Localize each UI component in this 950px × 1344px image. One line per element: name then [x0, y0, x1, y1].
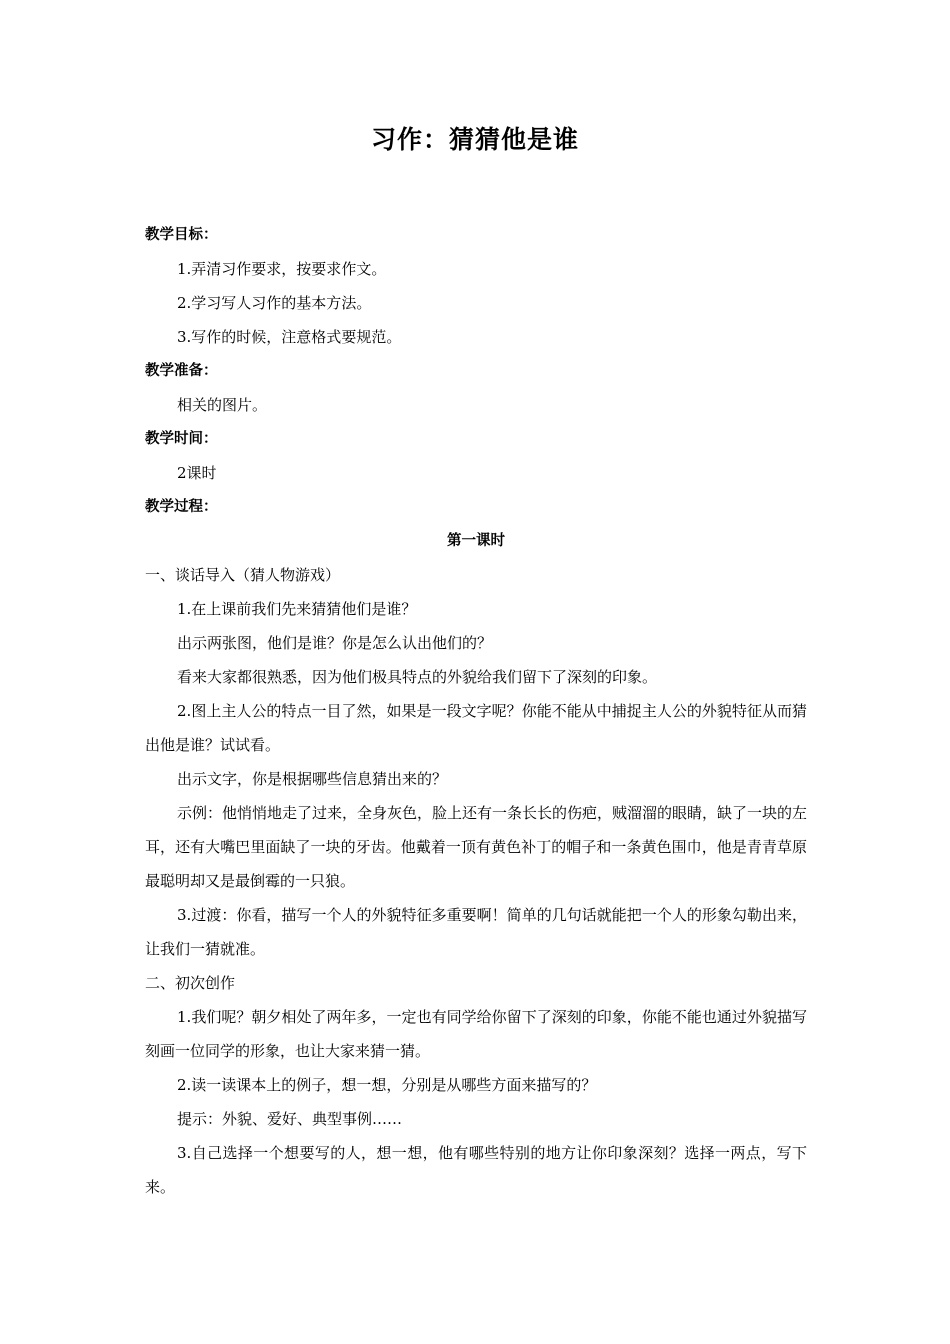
time-heading: 教学时间：	[145, 431, 218, 447]
time-text: 2课时	[177, 464, 217, 482]
paragraph: 3.过渡：你看，描写一个人的外貌特征多重要啊！简单的几句话就能把一个人的形象勾勒出来，让我们一猜就准。	[145, 906, 807, 958]
prep-heading: 教学准备：	[145, 363, 218, 379]
goal-item: 2.学习写人习作的基本方法。	[177, 294, 372, 312]
section-title: 二、初次创作	[145, 974, 236, 992]
paragraph: 2.图上主人公的特点一目了然，如果是一段文字呢？你能不能从中捕捉主人公的外貌特征从而猜出他是谁？试试看。	[145, 702, 807, 754]
paragraph: 看来大家都很熟悉，因为他们极具特点的外貌给我们留下了深刻的印象。	[177, 668, 658, 686]
section-title: 一、谈话导入（猜人物游戏）	[145, 566, 341, 584]
goal-item: 3.写作的时候，注意格式要规范。	[177, 328, 402, 346]
paragraph: 出示两张图，他们是谁？你是怎么认出他们的？	[177, 634, 493, 652]
paragraph: 2.读一读课本上的例子，想一想，分别是从哪些方面来描写的？	[177, 1076, 597, 1094]
document-body	[145, 218, 807, 1204]
document-title: 习作：猜猜他是谁	[370, 125, 579, 154]
paragraph: 3.自己选择一个想要写的人，想一想，他有哪些特别的地方让你印象深刻？选择一两点，写下来。	[145, 1144, 807, 1196]
paragraph: 提示：外貌、爱好、典型事例……	[177, 1110, 403, 1128]
lesson-title: 第一课时	[447, 533, 505, 549]
process-heading: 教学过程：	[145, 499, 218, 515]
paragraph: 1.在上课前我们先来猜猜他们是谁？	[177, 600, 417, 618]
paragraph: 1.我们呢？朝夕相处了两年多，一定也有同学给你留下了深刻的印象，你能不能也通过外貌描写刻画一位同学的形象，也让大家来猜一猜。	[145, 1008, 807, 1060]
goal-item: 1.弄清习作要求，按要求作文。	[177, 260, 387, 278]
prep-text: 相关的图片。	[177, 396, 268, 414]
goals-heading: 教学目标：	[145, 227, 218, 243]
paragraph: 示例：他悄悄地走了过来，全身灰色，脸上还有一条长长的伤疤，贼溜溜的眼睛，缺了一块的左耳，还有大嘴巴里面缺了一块的牙齿。他戴着一顶有黄色补丁的帽子和一条黄色围巾，他是青青草原最聪明却又是最倒霉的一只狼。	[145, 804, 808, 890]
paragraph: 出示文字，你是根据哪些信息猜出来的？	[177, 770, 448, 788]
